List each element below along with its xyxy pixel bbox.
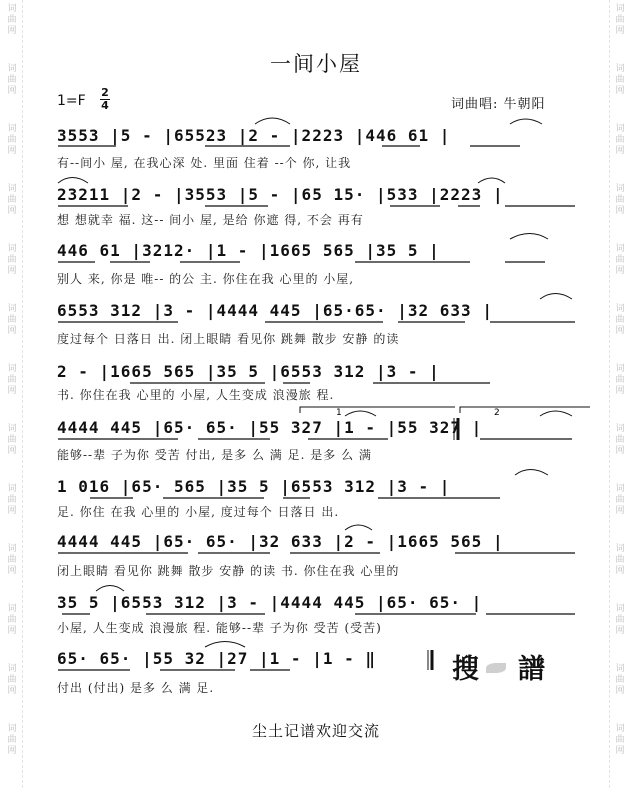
lyrics-row-3: 别人 来, 你是 唯-- 的公 主. 你住在我 心里的 小屋, [57, 272, 355, 286]
watermark-mark: 词 曲 网 [7, 544, 17, 576]
lyrics-row-7: 足. 你住 在我 心里的 小屋, 度过每个 日落日 出. [57, 505, 340, 519]
watermark-mark: 词 曲 网 [615, 424, 625, 456]
notation-row-1: 3553 |5 - |65523 |2 - |2223 |446 61 | [57, 126, 451, 145]
lyrics-row-5: 书. 你住在我 心里的 小屋, 人生变成 浪漫旅 程. [57, 388, 335, 402]
time-signature-top: 2 [101, 86, 109, 99]
notation-row-7: 1 016 |65· 565 |35 5 |6553 312 |3 - | [57, 477, 451, 496]
song-title: 一间小屋 [270, 52, 362, 76]
watermark-mark: 词 曲 网 [7, 724, 17, 756]
volta-first-label: 1 [336, 408, 342, 418]
notation-row-10: 65· 65· |55 32 |27 |1 - |1 - ‖ [57, 649, 376, 668]
key-signature: 1=F [57, 93, 86, 109]
watermark-mark: 词 曲 网 [615, 544, 625, 576]
watermark-mark: 词 曲 网 [7, 304, 17, 336]
right-watermark-strip [608, 0, 632, 788]
leaf-icon [486, 663, 506, 673]
watermark-mark: 词 曲 网 [615, 124, 625, 156]
watermark-mark: 词 曲 网 [7, 604, 17, 636]
watermark-mark: 词 曲 网 [7, 184, 17, 216]
watermark-mark: 词 曲 网 [615, 244, 625, 276]
watermark-mark: 词 曲 网 [7, 484, 17, 516]
watermark-mark: 词 曲 网 [7, 124, 17, 156]
watermark-mark: 词 曲 网 [615, 4, 625, 36]
notation-row-4: 6553 312 |3 - |4444 445 |65·65· |32 633 | [57, 301, 493, 320]
notation-row-6: 4444 445 |65· 65· |55 327 |1 - |55 327 | [57, 418, 483, 437]
watermark-mark: 词 曲 网 [615, 724, 625, 756]
lyrics-row-2: 想 想就幸 福. 这-- 间小 屋, 是给 你遮 得, 不会 再有 [57, 213, 364, 227]
watermark-mark: 词 曲 网 [615, 604, 625, 636]
watermark-mark: 词 曲 网 [615, 64, 625, 96]
lyrics-row-1: 有--间小 屋, 在我心深 处. 里面 住着 --个 你, 让我 [57, 156, 352, 170]
notation-row-8: 4444 445 |65· 65· |32 633 |2 - |1665 565 | [57, 532, 504, 551]
credit-line: 词曲唱: 牛朝阳 [451, 97, 546, 112]
lyrics-row-6: 能够--辈 子为你 受苦 付出, 是多 么 满 足. 是多 么 满 [57, 448, 372, 462]
volta-second-label: 2 [494, 408, 500, 418]
lyrics-row-10: 付出 (付出) 是多 么 满 足. [57, 681, 215, 695]
volta-brackets [300, 407, 590, 413]
watermark-mark: 词 曲 网 [615, 484, 625, 516]
watermark-mark: 词 曲 网 [7, 64, 17, 96]
lyrics-row-4: 度过每个 日落日 出. 闭上眼睛 看见你 跳舞 散步 安静 的读 [57, 332, 400, 346]
lyrics-row-8: 闭上眼睛 看见你 跳舞 散步 安静 的读 书. 你住在我 心里的 [57, 564, 400, 578]
left-watermark-strip [0, 0, 24, 788]
logo-char-2: 譜 [518, 654, 545, 685]
logo-char-1: 搜 [452, 654, 479, 685]
time-signature-bottom: 4 [101, 99, 109, 112]
watermark-mark: 词 曲 网 [615, 184, 625, 216]
watermark-mark: 词 曲 网 [7, 244, 17, 276]
watermark-mark: 词 曲 网 [7, 4, 17, 36]
notation-row-2: 23211 |2 - |3553 |5 - |65 15· |533 |2223 | [57, 185, 504, 204]
notation-row-3: 446 61 |3212· |1 - |1665 565 |35 5 | [57, 241, 440, 260]
watermark-mark: 词 曲 网 [7, 664, 17, 696]
watermark-mark: 词 曲 网 [615, 304, 625, 336]
notation-row-9: 35 5 |6553 312 |3 - |4444 445 |65· 65· | [57, 593, 483, 612]
sopu-logo [452, 647, 562, 683]
time-signature [100, 88, 110, 111]
footer-note: 尘土记谱欢迎交流 [251, 722, 380, 740]
watermark-mark: 词 曲 网 [615, 664, 625, 696]
notation-row-5: 2 - |1665 565 |35 5 |6553 312 |3 - | [57, 362, 440, 381]
watermark-mark: 词 曲 网 [7, 424, 17, 456]
watermark-mark: 词 曲 网 [7, 364, 17, 396]
watermark-mark: 词 曲 网 [615, 364, 625, 396]
lyrics-row-9: 小屋, 人生变成 浪漫旅 程. 能够--辈 子为你 受苦 (受苦) [57, 621, 382, 635]
